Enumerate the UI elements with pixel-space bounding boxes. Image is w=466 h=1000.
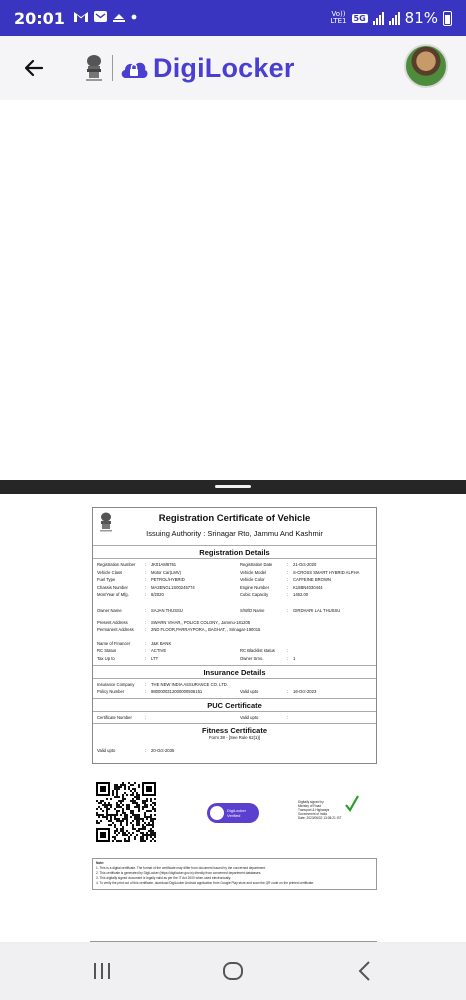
field-separator: : — [287, 648, 289, 654]
signature-line: Digitally signed by — [298, 800, 324, 804]
field-value: 8/2020 — [151, 592, 164, 598]
field-label: RC Status — [97, 648, 117, 654]
field-value — [293, 747, 372, 755]
note-line: 1. This is a digital certificate. The format of the certificate may differ from document issued by the concerned department. — [96, 866, 266, 870]
field-value: K15BN4030444 — [293, 584, 323, 590]
field-separator: : — [287, 592, 289, 598]
digilocker-verified-badge — [207, 803, 259, 823]
field-separator: : — [145, 607, 147, 613]
field-separator: : — [145, 748, 147, 754]
recent-apps-button[interactable] — [82, 956, 122, 986]
insurance-section-title: Insurance Details — [93, 665, 376, 679]
app-header — [0, 36, 466, 100]
logo-divider — [112, 55, 113, 81]
battery-percent: 81% — [404, 9, 438, 27]
field-label — [240, 747, 287, 755]
field-label: Name of Financer — [97, 640, 131, 646]
puc-rows — [93, 712, 376, 724]
table-row — [97, 714, 372, 722]
dot-icon — [130, 10, 138, 27]
insurance-rows — [93, 679, 376, 698]
field-label: Tax Up to — [97, 655, 115, 661]
field-value — [293, 647, 372, 655]
table-row — [97, 655, 372, 663]
field-label: Mon/Year of Mfg. — [97, 592, 129, 598]
message-icon — [93, 10, 108, 27]
owner-rows — [93, 601, 376, 617]
registration-section-title: Registration Details — [93, 546, 376, 559]
note-line: 4. To verify the print out of this certificate, download DigiLocker Android application from Google Play store and scan the QR code on the printed certificate. — [96, 881, 315, 885]
field-label: Insurance Company — [97, 681, 135, 687]
field-value: SWARN VIHAR,, POLICE COLONY,, Jammu-181205 — [151, 619, 251, 625]
volte-indicator: Vo)) LTE1 — [330, 10, 347, 25]
field-label: Registration Date — [240, 562, 273, 567]
field-value: GIRDHARI LAL THUSSU — [293, 607, 341, 613]
digital-signature-text — [298, 800, 342, 820]
note-line: 3. This digitally signed document is legally valid as per the IT Act 2000 when used electronically. — [96, 876, 232, 880]
table-row — [97, 584, 372, 592]
table-row — [97, 619, 372, 627]
field-value — [293, 714, 372, 722]
field-value: PETROL/HYBRID — [151, 577, 185, 583]
field-value: ACTIVE — [151, 648, 167, 654]
field-separator: : — [145, 640, 147, 646]
table-row — [97, 561, 372, 569]
checkmark-icon — [344, 794, 360, 814]
verified-text: DigiLocker Verified — [227, 808, 246, 818]
arrow-left-icon — [22, 56, 46, 80]
field-separator: : — [287, 584, 289, 590]
field-separator: : — [145, 655, 147, 661]
qr-code — [96, 782, 156, 842]
certificate-header — [93, 508, 376, 546]
notes-heading: Note: — [96, 861, 105, 865]
status-right — [330, 9, 452, 27]
field-value: S-CROSS SMART HYBRID ALPHA — [293, 569, 360, 575]
field-separator: : — [145, 681, 147, 687]
table-row — [97, 591, 372, 599]
field-label — [240, 681, 287, 689]
signal-1-icon — [373, 12, 384, 25]
field-label: Cubic Capacity — [240, 592, 269, 598]
field-label: Permanent Address — [97, 627, 134, 633]
field-separator: : — [145, 562, 147, 567]
field-label: Valid upto — [240, 714, 259, 720]
table-row — [97, 688, 372, 696]
field-value: 1462.00 — [293, 592, 309, 598]
field-value — [293, 681, 372, 689]
signal-2-icon — [389, 12, 400, 25]
field-separator: : — [287, 607, 289, 613]
field-label: Vehicle Color — [240, 577, 265, 583]
field-value: Motor Car(LMV) — [151, 569, 182, 575]
field-value: 20-Oct-2035 — [151, 748, 175, 754]
certificate-title: Registration Certificate of Vehicle — [158, 513, 311, 524]
field-label: Vehicle Class — [97, 569, 123, 575]
address-rows — [93, 617, 376, 636]
field-value: CAFFEINE BROWN — [293, 577, 331, 583]
cloud-lock-icon — [119, 56, 149, 80]
split-divider[interactable] — [0, 480, 466, 494]
battery-icon — [443, 11, 452, 26]
field-value: JK01AM6761 — [151, 562, 177, 567]
field-separator: : — [145, 714, 147, 720]
field-value: LTT — [151, 655, 159, 661]
back-nav-button[interactable] — [345, 956, 385, 986]
status-time: 20:01 — [14, 8, 65, 28]
field-separator: : — [287, 714, 289, 720]
home-icon — [221, 959, 245, 983]
digilocker-logo — [84, 53, 295, 84]
signature-line: Transport & Highways — [298, 808, 330, 812]
field-label: S/W/D Name — [240, 607, 265, 613]
table-row — [97, 576, 372, 584]
status-bar — [0, 0, 466, 36]
table-row — [97, 626, 372, 634]
puc-section-title: PUC Certificate — [93, 698, 376, 712]
field-separator: : — [287, 569, 289, 575]
field-label: Certificate Number — [97, 714, 132, 720]
field-separator: : — [145, 592, 147, 598]
field-value: 9800000312000000506151 — [151, 689, 203, 695]
split-handle[interactable] — [215, 485, 251, 488]
field-value: 16-Oct-2023 — [293, 689, 317, 695]
field-label: Chassis Number — [97, 584, 128, 590]
chevron-left-icon — [355, 960, 375, 982]
field-separator: : — [145, 689, 147, 695]
back-button[interactable] — [14, 48, 54, 88]
field-label: Fuel Type — [97, 577, 116, 583]
field-value: MA3ENGL1S00245774 — [151, 584, 195, 590]
field-label — [240, 640, 287, 648]
hat-icon — [112, 10, 126, 27]
top-pane — [0, 100, 466, 480]
network-type-badge: 5G — [353, 13, 366, 23]
field-separator: : — [145, 577, 147, 583]
field-label: Present Address — [97, 619, 128, 625]
field-value: 1 — [293, 655, 296, 661]
field-value: SAJAN THUSSU — [151, 607, 183, 613]
system-nav-bar — [0, 942, 466, 1000]
recent-apps-icon — [91, 961, 113, 981]
field-label: Registration Number — [97, 562, 136, 567]
table-row — [97, 681, 372, 689]
user-avatar[interactable] — [404, 44, 448, 88]
field-separator: : — [287, 655, 289, 661]
fitness-section-title: Fitness Certificate — [93, 723, 376, 735]
table-row — [97, 607, 372, 615]
table-row — [97, 640, 372, 648]
field-separator: : — [287, 562, 289, 567]
national-emblem-icon — [84, 53, 104, 83]
field-separator: : — [145, 584, 147, 590]
issuing-authority: Issuing Authority : Srinagar Rto, Jammu And Kashmir — [146, 529, 323, 538]
field-value — [151, 714, 240, 722]
signature-line: Government of India — [298, 812, 327, 816]
field-separator: : — [145, 569, 147, 575]
home-button[interactable] — [213, 956, 253, 986]
field-label: Vehicle Model — [240, 569, 267, 575]
field-value: J&K BANK — [151, 640, 172, 646]
field-label: Valid upto — [97, 748, 116, 754]
cloud-lock-icon — [210, 806, 224, 820]
field-value: THE NEW INDIA ASSURANCE CO. LTD. — [151, 681, 228, 687]
fitness-rule-note: Form 38 - [See Rule 62(1)] — [208, 735, 261, 741]
finance-rows — [93, 636, 376, 665]
certificate-notes — [92, 858, 377, 890]
field-value — [293, 640, 372, 648]
signature-line: Date: 2023/06/02 13:08:21 IST — [298, 816, 342, 820]
field-separator: : — [145, 648, 147, 654]
signature-line: Ministry of Road — [298, 804, 322, 808]
field-separator: : — [287, 689, 289, 695]
registration-rows — [93, 559, 376, 601]
field-label: Valid upto — [240, 689, 259, 695]
field-separator: : — [287, 577, 289, 583]
field-value: 21-Oct-2020 — [293, 562, 317, 567]
gmail-icon — [73, 10, 89, 27]
field-value: 2ND FLOOR,PARRAYPORA,, BAGHAT, , Srinagar-190015 — [151, 627, 261, 633]
field-label: RC Blacklist status — [240, 648, 275, 654]
field-label: Policy Number — [97, 689, 125, 695]
field-separator: : — [145, 627, 147, 633]
field-label: Owner Srno. — [240, 655, 264, 661]
field-separator: : — [145, 619, 147, 625]
brand-name: DigiLocker — [153, 52, 295, 83]
table-row — [97, 569, 372, 577]
table-row — [97, 647, 372, 655]
registration-certificate — [92, 507, 377, 764]
note-line: 2. This certificate is generated by DigiLocker (https://digilocker.gov.in) directly from concerned department databases. — [96, 871, 262, 875]
fitness-rows — [93, 741, 376, 757]
field-label: Owner Name — [97, 607, 122, 613]
field-label: Engine Number — [240, 584, 270, 590]
notification-icons — [73, 10, 138, 27]
table-row — [97, 747, 372, 755]
